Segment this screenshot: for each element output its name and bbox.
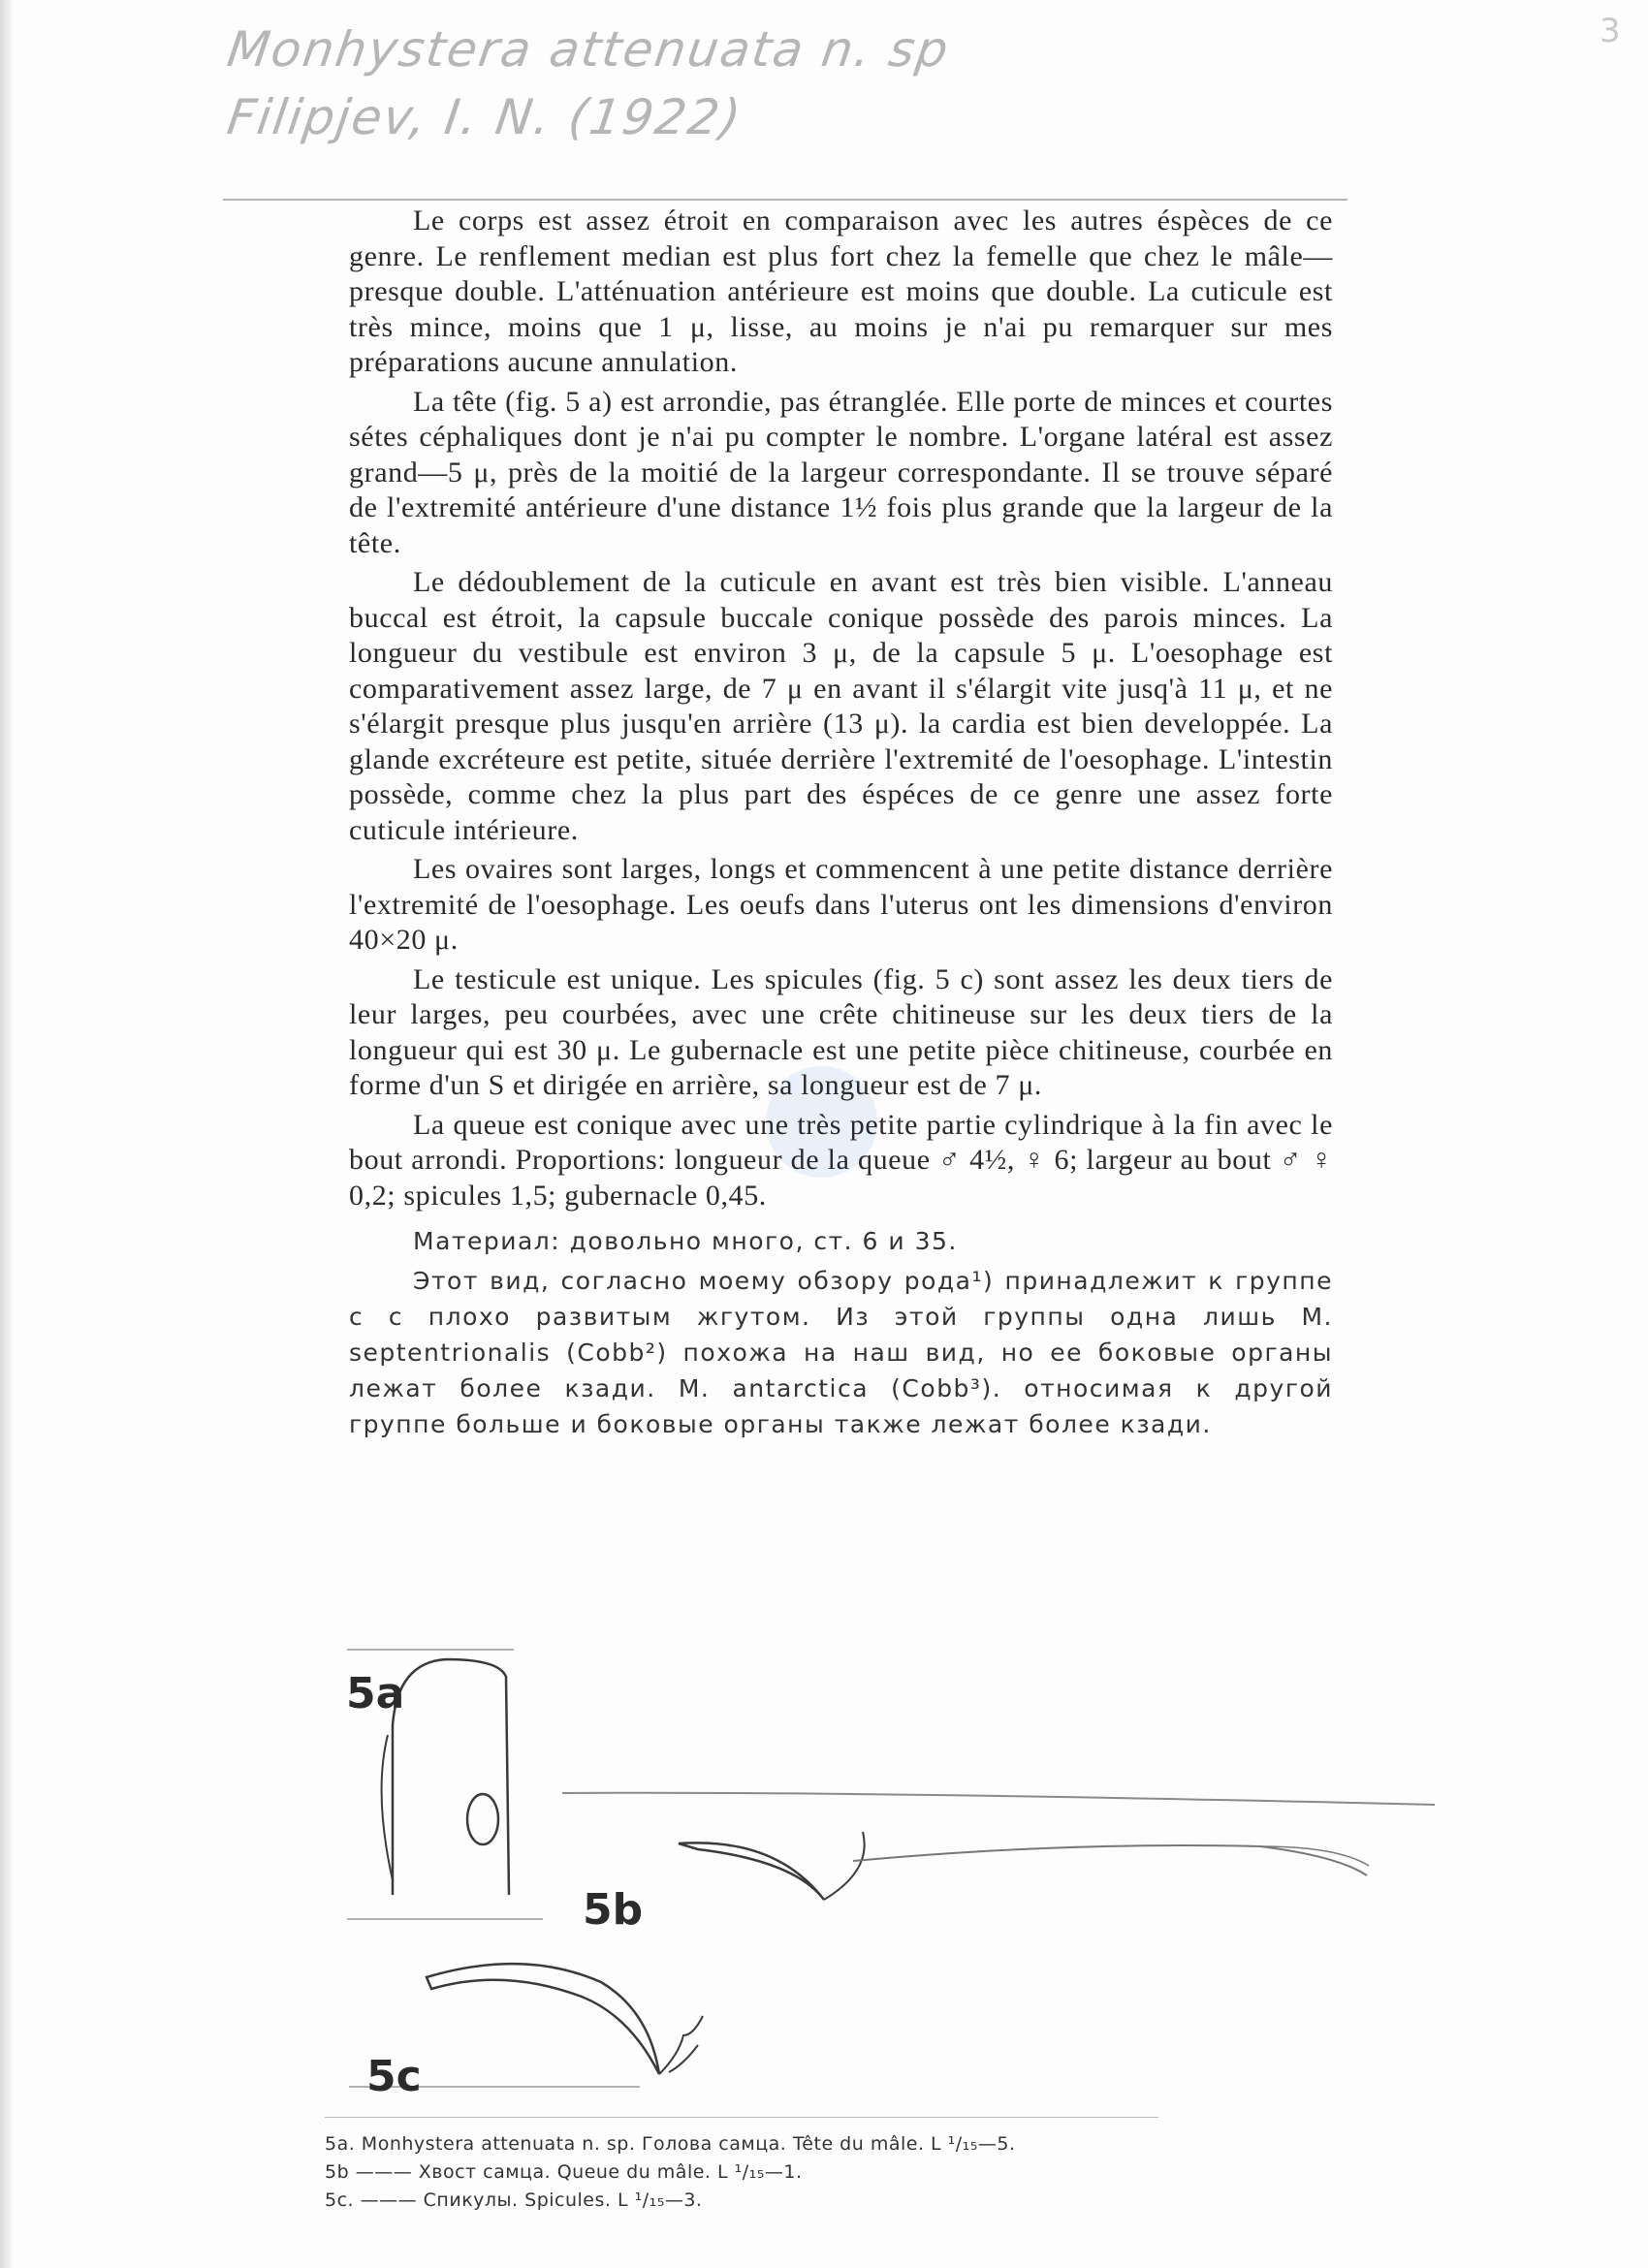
caption-5a: 5a. Monhystera attenuata n. sp. Голова самца. Tête du mâle. L ¹/₁₅—5. [325, 2133, 1016, 2155]
page-corner-mark: 3 [1600, 12, 1621, 50]
caption-5c: 5c. ——— Спикулы. Spicules. L ¹/₁₅—3. [325, 2189, 703, 2211]
figure-5b-label: 5b [583, 1885, 644, 1935]
paragraph-testicle: Le testicule est unique. Les spicules (fig. 5 c) sont assez les deux tiers de leur larges, peu courbées, avec une crête chitineuse sur les deux tiers de la longueur qui est 30 μ. Le gubernacle est une petite pièce chitineuse, courbée en forme d'un S et dirigée en arrière, sa longueur est de 7 μ. [349, 962, 1333, 1101]
caption-rule [325, 2117, 1158, 2118]
handwritten-author-note: Filipjev, I. N. (1922) [223, 89, 746, 145]
russian-material: Материал: довольно много, ст. 6 и 35. [413, 1227, 958, 1255]
figure-captions [325, 2130, 1294, 2215]
paragraph-body: Le corps est assez étroit en comparaison avec les autres éspèces de ce genre. Le renflement median est plus fort chez la femelle que chez le mâle— presque double. L'atténuation antérieure est moins que double. La cuticule est très mince, moins que 1 μ, lisse, au moins je n'ai pu remarquer sur mes préparations aucune annulation. [349, 205, 1333, 378]
russian-paragraph: Этот вид, согласно моему обзору рода¹) принадлежит к группе с с плохо развитым жгутом. Из этой группы одна лишь M. septentrionalis (Cobb²) похожа на наш вид, но ее боковые органы лежат более кзади. M. antarctica (Cobb³). относимая к другой группе больше и боковые органы также лежат более кзади. [349, 1267, 1333, 1438]
figure-5c-label: 5c [366, 2052, 422, 2101]
paragraph-tail: La queue est conique avec une très petite partie cylindrique à la fin avec le bout arrondi. Proportions: longueur de la queue ♂ 4½, ♀ 6; largeur au bout ♂ ♀ 0,2; spicules 1,5; gubernacle 0,45. [349, 1108, 1333, 1212]
paragraph-head: La tête (fig. 5 a) est arrondie, pas étranglée. Elle porte de minces et courtes sétes céphaliques dont je n'ai pu compter le nombre. L'organe latéral est assez grand—5 μ, près de la moitié de la largeur correspondante. Il se trouve séparé de l'extremité antérieure d'une distance 1½ fois plus grande que la largeur de la tête. [349, 385, 1333, 559]
handwritten-species-note: Monhystera attenuata n. sp [223, 21, 954, 78]
figure-5a-label: 5a [346, 1669, 405, 1718]
paragraph-cuticle: Le dédoublement de la cuticule en avant est très bien visible. L'anneau buccal est étroit, la capsule buccale conique possède des parois minces. La longueur du vestibule est environ 3 μ, de la capsule 5 μ. L'oesophage est comparativement assez large, de 7 μ en avant il s'élargit vite jusq'à 11 μ, et ne s'élargit presque plus jusqu'en arrière (13 μ). la cardia est bien developpée. La glande excréteure est petite, située derrière l'extremité de l'oesophage. L'intestin possède, comme chez la plus part des éspéces de ce genre une assez forte cuticule intérieure. [349, 566, 1333, 846]
figure-5b-tail [562, 1793, 1435, 1900]
paragraph-ovaries: Les ovaires sont larges, longs et commencent à une petite distance derrière l'extremité de l'oesophage. Les oeufs dans l'uterus ont les dimensions d'environ 40×20 μ. [349, 853, 1333, 956]
caption-5b: 5b ——— Хвост самца. Queue du mâle. L ¹/₁₅—1. [325, 2161, 803, 2183]
